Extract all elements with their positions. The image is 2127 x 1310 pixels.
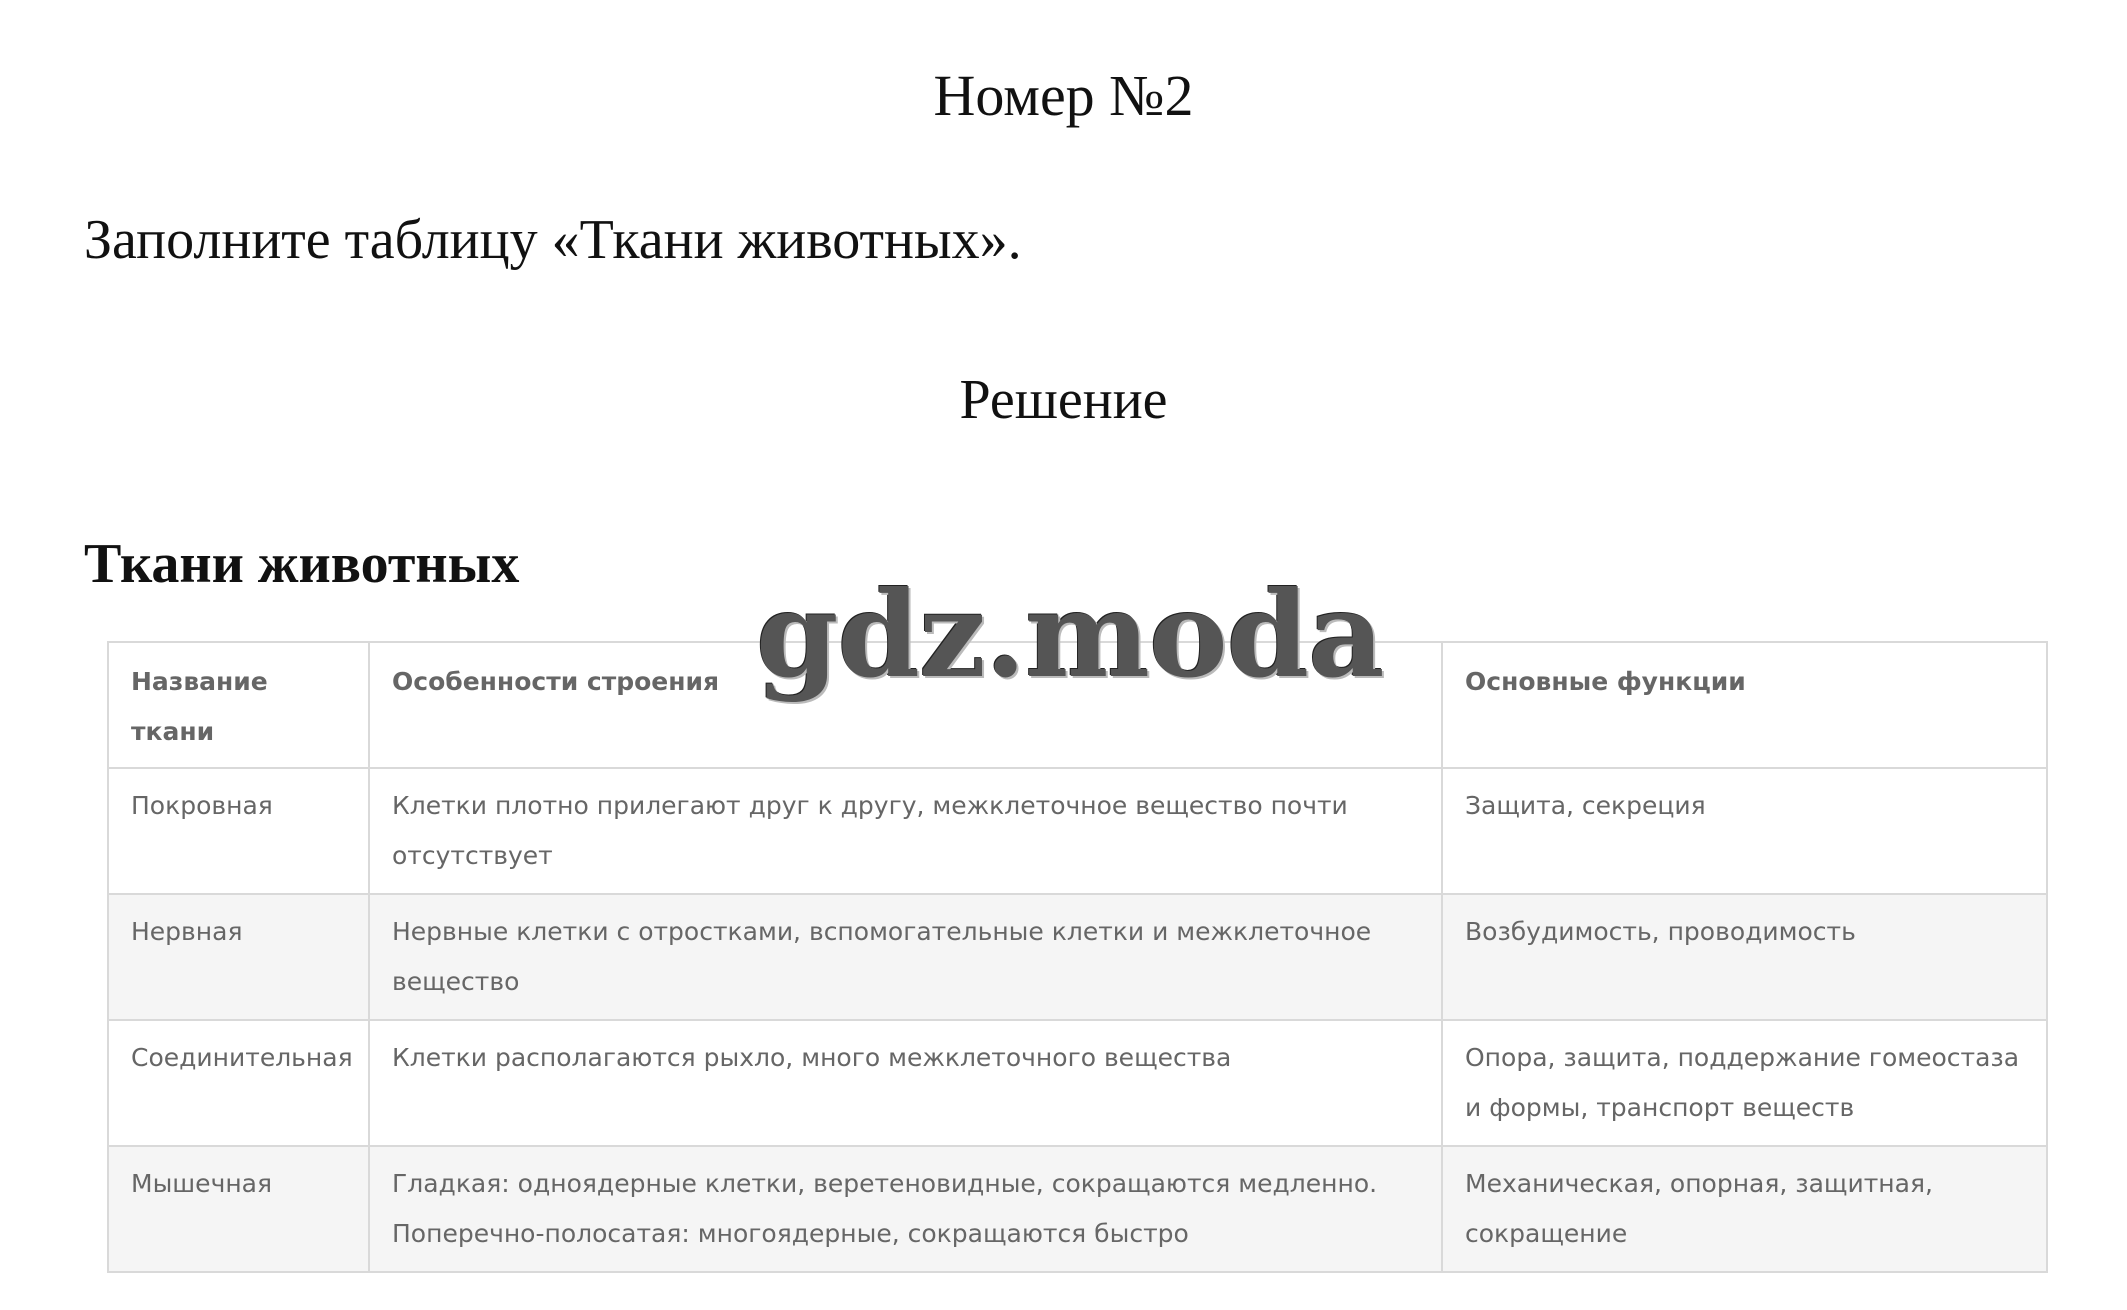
table-row <box>108 768 2047 894</box>
cell-structure: Клетки располагаются рыхло, много межклеточного вещества <box>369 1020 1442 1146</box>
cell-structure: Нервные клетки с отростками, вспомогательные клетки и межклеточное вещество <box>369 894 1442 1020</box>
cell-tissue-name: Нервная <box>108 894 369 1020</box>
header-name: Название ткани <box>108 642 369 768</box>
cell-functions: Защита, секреция <box>1442 768 2047 894</box>
solution-heading: Решение <box>959 369 1168 431</box>
cell-functions: Опора, защита, поддержание гомеостаза и формы, транспорт веществ <box>1442 1020 2047 1146</box>
table-row <box>108 1020 2047 1146</box>
cell-structure: Клетки плотно прилегают друг к другу, межклеточное вещество почти отсутствует <box>369 768 1442 894</box>
cell-tissue-name: Соединительная <box>108 1020 369 1146</box>
task-statement: Заполните таблицу «Ткани животных». <box>84 209 1022 271</box>
cell-functions: Механическая, опорная, защитная, сокращение <box>1442 1146 2047 1272</box>
cell-functions: Возбудимость, проводимость <box>1442 894 2047 1020</box>
table-row <box>108 894 2047 1020</box>
table-row <box>108 1146 2047 1272</box>
header-functions: Основные функции <box>1442 642 2047 768</box>
header-structure: Особенности строения <box>369 642 1442 768</box>
cell-tissue-name: Покровная <box>108 768 369 894</box>
page-title: Номер №2 <box>933 63 1194 128</box>
watermark-logo: gdz.moda <box>756 565 1384 704</box>
cell-structure: Гладкая: одноядерные клетки, веретеновидные, сокращаются медленно. Поперечно-полосатая: многоядерные, сокращаются быстро <box>369 1146 1442 1272</box>
tissues-table <box>107 641 2048 1273</box>
table-heading: Ткани животных <box>84 533 520 595</box>
cell-tissue-name: Мышечная <box>108 1146 369 1272</box>
